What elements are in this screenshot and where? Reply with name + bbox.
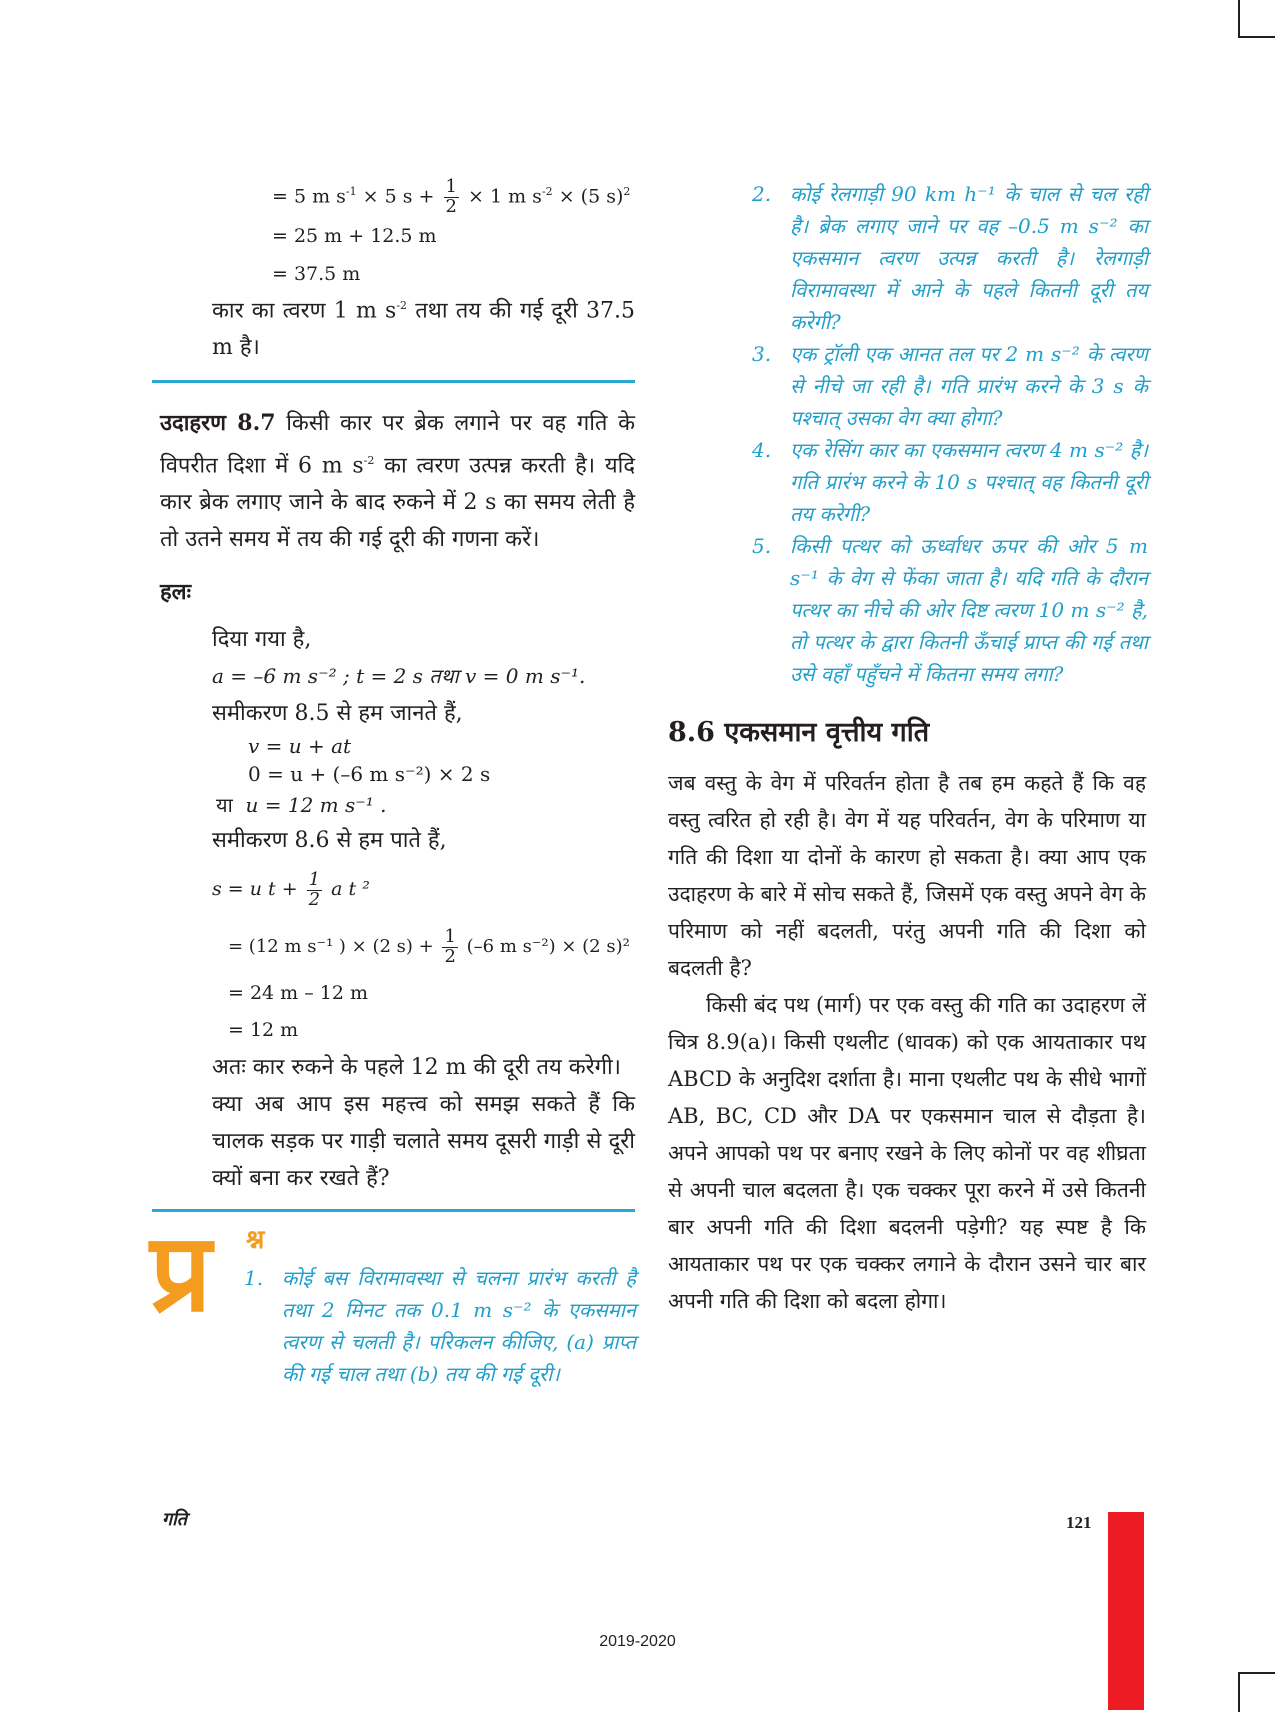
u-equation: u = 12 m s⁻¹ . — [245, 793, 387, 818]
fraction-denominator: 2 — [445, 195, 457, 217]
question-text: एक रेसिंग कार का एकसमान त्वरण 4 m s⁻² है। गति प्रारंभ करने के 10 s पश्चात् वह कितनी दूरी तय करेगी? — [790, 438, 1148, 526]
s-eq-part: s = u t + — [212, 878, 298, 901]
velocity-equation: v = u + at — [248, 734, 352, 759]
reflection-text: क्या अब आप इस महत्त्व को समझ सकते हैं कि चालक सड़क पर गाड़ी चलाते समय दूसरी गाड़ी से दूरी क्यों बना कर रखते हैं? — [212, 1092, 635, 1192]
question-text: एक ट्रॉली एक आनत तल पर 2 m s⁻² के त्वरण से नीचे जा रही है। गति प्रारंभ करने के 3 s के पश्चात् उसका वेग क्या होगा? — [790, 342, 1148, 430]
calc-part: (–6 m s⁻²) × (2 s)² — [466, 936, 630, 958]
conclusion-part: कार का त्वरण 1 m s — [212, 298, 397, 324]
question-number: 3. — [752, 342, 772, 366]
question-item — [668, 434, 1148, 530]
question-number: 5. — [752, 534, 772, 558]
eq1-part: × 5 s + — [362, 185, 435, 208]
superscript: -2 — [541, 185, 553, 198]
fraction-denominator: 2 — [308, 888, 321, 910]
fraction-half — [307, 868, 322, 910]
calculation-line-3: = 12 m — [228, 1019, 299, 1042]
question-text: कोई रेलगाड़ी 90 km h⁻¹ के चाल से चल रही है। ब्रेक लगाए जाने पर वह –0.5 m s⁻² का एकसमान त्वरण उत्पन्न करती है। रेलगाड़ी विरामावस्था में आने के पहले कितनी दूरी तय करेगी? — [790, 182, 1148, 334]
from-equation-8-6: समीकरण 8.6 से हम पाते हैं, — [212, 828, 447, 854]
questions-big-letter: प्र — [150, 1210, 212, 1337]
questions-heading-suffix: श्न — [246, 1225, 265, 1256]
conclusion-text — [212, 287, 635, 366]
superscript: -2 — [396, 298, 408, 312]
or-label: या — [216, 793, 233, 818]
equation-line-1 — [272, 172, 635, 217]
eq1-part: × 1 m s — [468, 185, 542, 208]
calc-part: = (12 m s⁻¹ ) × (2 s) + — [228, 936, 434, 958]
right-column — [668, 178, 1146, 1320]
question-list-right — [752, 178, 1148, 690]
question-number: 4. — [752, 438, 772, 462]
zero-equation: 0 = u + (–6 m s⁻²) × 2 s — [248, 762, 491, 787]
fraction-denominator: 2 — [444, 945, 456, 967]
conclusion-part: तथा तय की गई दूरी 37.5 m है। — [212, 298, 635, 361]
fraction-numerator: 1 — [445, 175, 457, 197]
eq1-part: = 5 m s — [272, 185, 346, 208]
divider-rule — [152, 1209, 635, 1212]
solution-label: हलः — [160, 579, 192, 606]
edition-year: 2019-2020 — [599, 1633, 676, 1650]
given-values: a = –6 m s⁻² ; t = 2 s तथा v = 0 m s⁻¹. — [212, 664, 586, 689]
displacement-equation — [212, 859, 635, 919]
fraction-numerator: 1 — [308, 868, 321, 890]
question-item — [668, 178, 1148, 338]
calculation-line-2: = 24 m – 12 m — [228, 982, 369, 1005]
equation-line-3: = 37.5 m — [272, 262, 361, 285]
eq1-part: × (5 s) — [558, 185, 624, 208]
question-number: 2. — [752, 182, 772, 206]
questions-box — [150, 1210, 636, 1422]
example-text: किसी कार पर ब्रेक लगाने पर वह गति के विपरीत दिशा में 6 m s — [160, 411, 635, 479]
from-equation-8-5: समीकरण 8.5 से हम जानते हैं, — [212, 701, 463, 727]
fraction-half — [442, 925, 457, 967]
divider-rule — [152, 380, 635, 383]
section-title: 8.6 एकसमान वृत्तीय गति — [668, 717, 930, 748]
calculation-line — [228, 919, 635, 975]
example-label: उदाहरण 8.7 — [160, 410, 276, 437]
fraction-half — [444, 175, 459, 217]
crop-mark-bottom-right — [1238, 1672, 1275, 1712]
example-text: का त्वरण उत्पन्न करती है। यदि कार ब्रेक लगाए जाने के बाद रुकने में 2 s का समय लेती है तो उतने समय में तय की गई दूरी की गणना करें। — [160, 453, 635, 553]
page-number: 121 — [1066, 1513, 1092, 1532]
crop-mark-top-right — [1238, 0, 1275, 38]
left-column — [150, 172, 636, 1422]
question-text: कोई बस विरामावस्था से चलना प्रारंभ करती है तथा 2 मिनट तक 0.1 m s⁻² के एकसमान त्वरण से चलती है। परिकलन कीजिए, (a) प्राप्त की गई चाल तथा (b) तय की गई दूरी। — [282, 1266, 636, 1387]
question-item — [244, 1262, 636, 1390]
section-paragraph-2: किसी बंद पथ (मार्ग) पर एक वस्तु की गति का उदाहरण लें चित्र 8.9(a)। किसी एथलीट (धावक) को एक आयताकार पथ ABCD के अनुदिश दर्शाता है। माना एथलीट पथ के सीधे भागों AB, BC, CD और DA पर एकसमान चाल से दौड़ता है। अपने आपको पथ पर बनाए रखने के लिए कोनों पर वह शीघ्रता से अपनी चाल बदलता है। एक चक्कर पूरा करने में उसे कितनी बार अपनी गति की दिशा बदलनी पड़ेगी? यह स्पष्ट है कि आयताकार पथ पर एक चक्कर लगाने के दौरान उसने चार बार अपनी गति की दिशा को बदला होगा। — [668, 993, 1146, 1313]
fraction-numerator: 1 — [444, 925, 456, 947]
result-text: अतः कार रुकने के पहले 12 m की दूरी तय करेगी। — [212, 1055, 622, 1081]
superscript: -1 — [345, 185, 357, 198]
u-equation-row — [216, 788, 635, 822]
example-8-7 — [160, 405, 635, 558]
equation-line-2: = 25 m + 12.5 m — [272, 224, 437, 247]
question-number: 1. — [244, 1266, 264, 1291]
chapter-name-footer: गति — [162, 1509, 188, 1530]
s-eq-part: a t ² — [331, 878, 370, 901]
superscript: -2 — [363, 454, 375, 468]
question-text: किसी पत्थर को ऊर्ध्वाधर ऊपर की ओर 5 m s⁻¹ के वेग से फेंका जाता है। यदि गति के दौरान पत्थर का नीचे की ओर दिष्ट त्वरण 10 m s⁻² है, तो पत्थर के द्वारा कितनी ऊँचाई प्राप्त की गई तथा उसे वहाँ पहुँचने में कितना समय लगा? — [790, 534, 1148, 686]
question-item — [668, 530, 1148, 690]
page-edge-bar — [1108, 1512, 1144, 1710]
question-list-left — [244, 1262, 636, 1390]
question-item — [668, 338, 1148, 434]
superscript: 2 — [623, 185, 631, 198]
section-paragraph-1: जब वस्तु के वेग में परिवर्तन होता है तब हम कहते हैं कि वह वस्तु त्वरित हो रही है। वेग में यह परिवर्तन, वेग के परिमाण या गति की दिशा या दोनों के कारण हो सकता है। क्या आप एक उदाहरण के बारे में सोच सकते हैं, जिसमें एक वस्तु अपने वेग के परिमाण को नहीं बदलती, परंतु अपनी गति की दिशा को बदलती है? — [668, 771, 1146, 980]
given-label: दिया गया है, — [212, 627, 312, 653]
